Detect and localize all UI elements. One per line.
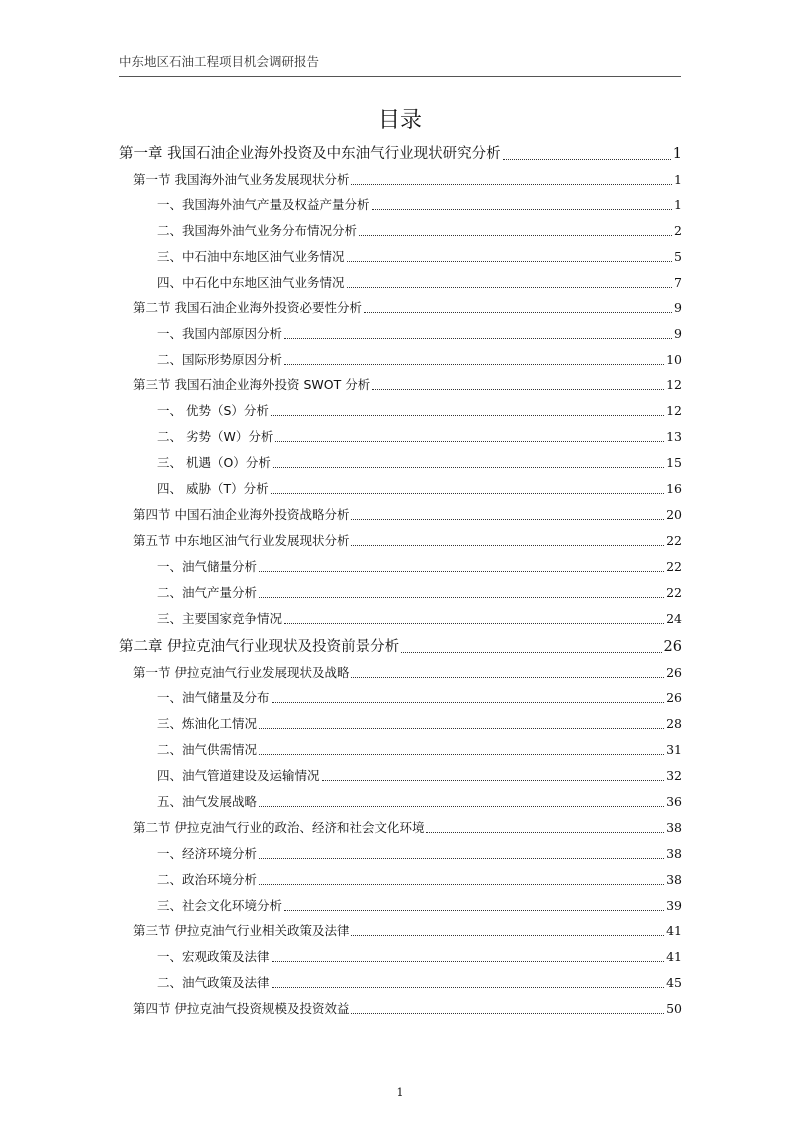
toc-subsection-entry[interactable] <box>157 479 682 499</box>
toc-entry-label: 第二节 我国石油企业海外投资必要性分析 <box>133 300 362 315</box>
toc-entry-label: 二、油气供需情况 <box>157 742 258 757</box>
dot-leader <box>364 312 672 313</box>
toc-subsection-entry[interactable] <box>157 557 682 577</box>
toc-entry-page: 20 <box>666 507 682 522</box>
toc-entry-page: 1 <box>672 146 682 162</box>
dot-leader <box>284 364 664 365</box>
page-number: 1 <box>396 1086 404 1099</box>
toc-entry-label: 四、中石化中东地区油气业务情况 <box>157 275 345 290</box>
toc-entry-page: 45 <box>666 975 682 990</box>
toc-subsection-entry[interactable] <box>157 792 682 812</box>
toc-entry-page: 26 <box>666 665 682 680</box>
dot-leader <box>272 702 665 703</box>
toc-entry-page: 22 <box>666 559 682 574</box>
toc-subsection-entry[interactable] <box>157 453 682 473</box>
dot-leader <box>275 441 664 442</box>
toc-subsection-entry[interactable] <box>157 947 682 967</box>
toc-subsection-entry[interactable] <box>157 350 682 370</box>
toc-entry-label: 二、政治环境分析 <box>157 872 258 887</box>
toc-entry-page: 9 <box>674 300 682 315</box>
dot-leader <box>351 1013 664 1014</box>
dot-leader <box>272 961 665 962</box>
toc-subsection-entry[interactable] <box>157 714 682 734</box>
toc-entry-label: 三、主要国家竞争情况 <box>157 611 283 626</box>
dot-leader <box>259 806 664 807</box>
dot-leader <box>351 519 664 520</box>
toc-entry-label: 一、经济环境分析 <box>157 846 258 861</box>
toc-entry-label: 一、 优势（S）分析 <box>157 403 269 418</box>
toc-entry-label: 第四节 伊拉克油气投资规模及投资效益 <box>133 1001 350 1016</box>
dot-leader <box>372 209 673 210</box>
toc-section-entry[interactable] <box>133 531 682 551</box>
dot-leader <box>284 338 672 339</box>
toc-entry-page: 31 <box>666 742 682 757</box>
toc-subsection-entry[interactable] <box>157 221 682 241</box>
dot-leader <box>347 287 673 288</box>
toc-entry-label: 第一节 伊拉克油气行业发展现状及战略 <box>133 665 350 680</box>
toc-entry-label: 二、 劣势（W）分析 <box>157 429 274 444</box>
toc-entry-page: 41 <box>666 923 682 938</box>
dot-leader <box>347 261 673 262</box>
toc-chapter-entry[interactable] <box>119 636 682 658</box>
dot-leader <box>401 652 661 653</box>
toc-chapter-entry[interactable] <box>119 143 682 165</box>
toc-section-entry[interactable] <box>133 663 682 683</box>
toc-entry-label: 第五节 中东地区油气行业发展现状分析 <box>133 533 350 548</box>
dot-leader <box>503 159 671 160</box>
toc-entry-label: 五、油气发展战略 <box>157 794 258 809</box>
toc-subsection-entry[interactable] <box>157 195 682 215</box>
toc-entry-page: 13 <box>666 429 682 444</box>
toc-entry-label: 二、国际形势原因分析 <box>157 352 283 367</box>
toc-entry-page: 22 <box>666 585 682 600</box>
toc-entry-label: 第二节 伊拉克油气行业的政治、经济和社会文化环境 <box>133 820 425 835</box>
toc-entry-page: 16 <box>666 481 682 496</box>
dot-leader <box>359 235 672 236</box>
toc-entry-label: 四、油气管道建设及运输情况 <box>157 768 320 783</box>
toc-entry-label: 第二章 伊拉克油气行业现状及投资前景分析 <box>119 639 400 655</box>
dot-leader <box>259 884 664 885</box>
toc-subsection-entry[interactable] <box>157 273 682 293</box>
dot-leader <box>271 493 664 494</box>
dot-leader <box>259 858 664 859</box>
toc-entry-label: 二、油气政策及法律 <box>157 975 270 990</box>
dot-leader <box>259 571 664 572</box>
dot-leader <box>259 597 664 598</box>
toc-entry-label: 一、油气储量分析 <box>157 559 258 574</box>
toc-entry-label: 一、宏观政策及法律 <box>157 949 270 964</box>
toc-subsection-entry[interactable] <box>157 427 682 447</box>
toc-entry-page: 24 <box>666 611 682 626</box>
toc-entry-page: 1 <box>674 172 682 187</box>
toc-entry-page: 26 <box>666 690 682 705</box>
toc-entry-page: 22 <box>666 533 682 548</box>
toc-entry-label: 第一章 我国石油企业海外投资及中东油气行业现状研究分析 <box>119 146 501 162</box>
toc-entry-label: 三、炼油化工情况 <box>157 716 258 731</box>
dot-leader <box>284 623 664 624</box>
dot-leader <box>272 987 665 988</box>
dot-leader <box>259 728 664 729</box>
toc-section-entry[interactable] <box>133 298 682 318</box>
toc-section-entry[interactable] <box>133 818 682 838</box>
toc-entry-page: 2 <box>674 223 682 238</box>
dot-leader <box>351 184 672 185</box>
dot-leader <box>284 910 664 911</box>
toc-entry-page: 38 <box>666 872 682 887</box>
toc-entry-label: 二、我国海外油气业务分布情况分析 <box>157 223 358 238</box>
toc-entry-page: 38 <box>666 846 682 861</box>
toc-entry-label: 二、油气产量分析 <box>157 585 258 600</box>
toc-entry-page: 39 <box>666 898 682 913</box>
toc-subsection-entry[interactable] <box>157 740 682 760</box>
toc-entry-label: 一、油气储量及分布 <box>157 690 270 705</box>
dot-leader <box>351 677 664 678</box>
toc-subsection-entry[interactable] <box>157 609 682 629</box>
toc-entry-page: 12 <box>666 403 682 418</box>
toc-subsection-entry[interactable] <box>157 973 682 993</box>
dot-leader <box>322 780 665 781</box>
running-header: 中东地区石油工程项目机会调研报告 <box>119 54 320 69</box>
toc-section-entry[interactable] <box>133 505 682 525</box>
toc-entry-label: 第三节 伊拉克油气行业相关政策及法律 <box>133 923 350 938</box>
toc-entry-page: 1 <box>674 197 682 212</box>
toc-entry-label: 三、 机遇（O）分析 <box>157 455 271 470</box>
toc-entry-page: 32 <box>666 768 682 783</box>
dot-leader <box>259 754 664 755</box>
toc-entry-page: 10 <box>666 352 682 367</box>
toc-entry-page: 50 <box>666 1001 682 1016</box>
toc-entry-page: 7 <box>674 275 682 290</box>
toc-section-entry[interactable] <box>133 999 682 1019</box>
toc-subsection-entry[interactable] <box>157 844 682 864</box>
toc-entry-label: 第四节 中国石油企业海外投资战略分析 <box>133 507 350 522</box>
toc-entry-page: 28 <box>666 716 682 731</box>
toc-entry-page: 26 <box>663 639 682 655</box>
toc-subsection-entry[interactable] <box>157 401 682 421</box>
toc-entry-label: 三、社会文化环境分析 <box>157 898 283 913</box>
dot-leader <box>271 415 664 416</box>
toc-entry-label: 第一节 我国海外油气业务发展现状分析 <box>133 172 350 187</box>
toc-section-entry[interactable] <box>133 170 682 190</box>
dot-leader <box>351 935 664 936</box>
dot-leader <box>372 389 664 390</box>
header-rule <box>119 76 681 77</box>
toc-subsection-entry[interactable] <box>157 766 682 786</box>
toc-entry-page: 41 <box>666 949 682 964</box>
toc-section-entry[interactable] <box>133 921 682 941</box>
dot-leader <box>426 832 664 833</box>
toc-subsection-entry[interactable] <box>157 324 682 344</box>
toc-entry-page: 9 <box>674 326 682 341</box>
toc-entry-label: 一、我国海外油气产量及权益产量分析 <box>157 197 370 212</box>
toc-subsection-entry[interactable] <box>157 870 682 890</box>
toc-title: 目录 <box>377 108 422 133</box>
dot-leader <box>273 467 664 468</box>
toc-entry-page: 5 <box>674 249 682 264</box>
toc-entry-label: 三、中石油中东地区油气业务情况 <box>157 249 345 264</box>
toc-entry-page: 15 <box>666 455 682 470</box>
toc-entry-label: 一、我国内部原因分析 <box>157 326 283 341</box>
dot-leader <box>351 545 664 546</box>
toc-entry-page: 12 <box>666 377 682 392</box>
toc-subsection-entry[interactable] <box>157 896 682 916</box>
toc-entry-label: 第三节 我国石油企业海外投资 SWOT 分析 <box>133 377 371 392</box>
toc-subsection-entry[interactable] <box>157 247 682 267</box>
toc-subsection-entry[interactable] <box>157 583 682 603</box>
toc-entry-label: 四、 威胁（T）分析 <box>157 481 269 496</box>
toc-entry-page: 38 <box>666 820 682 835</box>
toc-subsection-entry[interactable] <box>157 688 682 708</box>
toc-entry-page: 36 <box>666 794 682 809</box>
toc-section-entry[interactable] <box>133 375 682 395</box>
